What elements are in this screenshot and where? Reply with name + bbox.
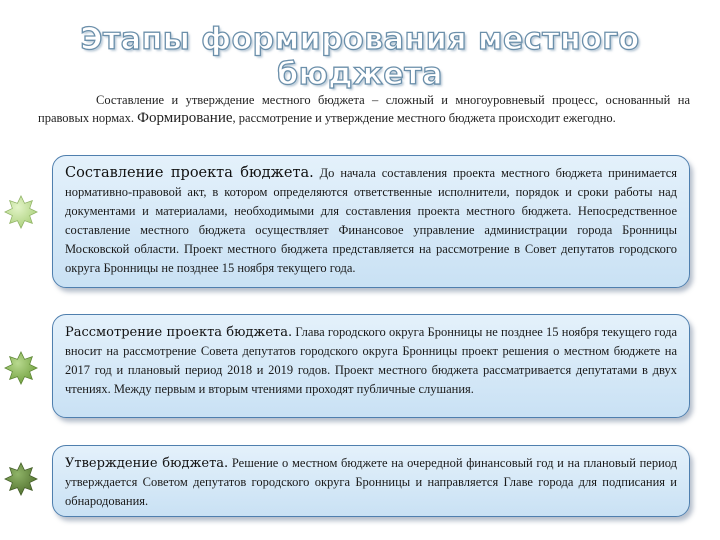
stage-heading: Составление проекта бюджета. (65, 165, 314, 181)
intro-emphasized-word: Формирование (137, 109, 233, 126)
stage-card-approval (52, 445, 690, 517)
star-bullet-icon (4, 462, 38, 496)
stage-card-review (52, 314, 690, 418)
stage-body: Глава городского округа Бронницы не позднее 15 ноября текущего года вносит на рассмотрение Совета депутатов городского округа Бронницы проект решения о местном бюджете на 2017 год и плановый период 2018 и 2019 годов. Проект местного бюджета рассматривается депутатами в двух чтениях. Между первым и вторым чтениями проходят публичные слушания. (65, 325, 677, 396)
star-bullet-icon (4, 195, 38, 229)
page-title: Этапы формирования местного бюджета (80, 22, 640, 92)
stage-body: Решение о местном бюджете на очередной финансовый год и на плановый период утверждается Советом депутатов городского округа Бронницы и направляется Главе города для подписания и обнародования. (65, 456, 678, 508)
intro-paragraph (38, 91, 690, 127)
stage-heading: Рассмотрение проекта бюджета. (65, 325, 293, 340)
star-bullet-icon (4, 351, 38, 385)
stage-body: До начала составления проекта местного бюджета принимается нормативно-правовой акт, в котором определяются ответственные исполнители, порядок и сроки работы над документами и материалами, необходимыми для составления проекта местного бюджета. Непосредственное составление местного бюджета осуществляет Финансовое управление администрации города Бронницы Московской области. Проект местного бюджета представляется на рассмотрение в Совет депутатов городского округа Бронницы не позднее 15 ноября текущего года. (65, 166, 677, 275)
stage-heading: Утверждение бюджета. (65, 456, 229, 471)
intro-text-end: , рассмотрение и утверждение местного бюджета происходит ежегодно. (232, 110, 616, 125)
intro-text-start: Составление и утверждение местного бюджета – сложный и многоуровневый процесс, основанный на правовых нормах. (38, 92, 690, 125)
stage-card-drafting (52, 155, 690, 288)
